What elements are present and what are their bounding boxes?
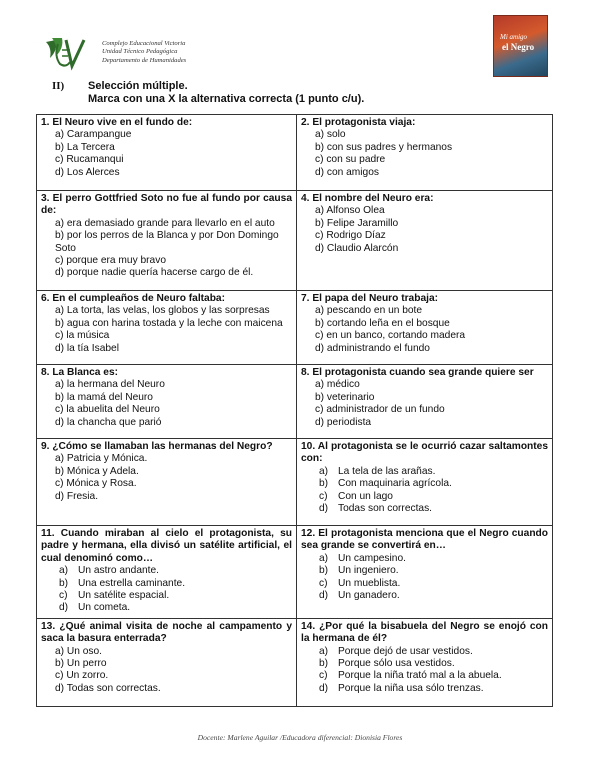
option-letter: a) (319, 552, 329, 564)
school-line: Complejo Educacional Victoria (102, 40, 186, 47)
option-letter: c) (319, 490, 328, 502)
school-logo-icon (44, 36, 88, 72)
option[interactable]: c) en un banco, cortando madera (315, 330, 466, 342)
question-text: 7. El papa del Neuro trabaja: (301, 293, 439, 304)
option-text: Todas son correctas. (338, 503, 432, 515)
question-cell (37, 191, 297, 291)
option[interactable] (315, 478, 548, 490)
question-text: 3. El perro Gottfried Soto no fue al fundo por causa de: (41, 193, 292, 217)
option[interactable]: b) por los perros de la Blanca y por Don Domingo Soto (55, 230, 279, 254)
option[interactable]: c) Rucamanqui (55, 154, 124, 166)
option[interactable]: b) veterinario (315, 391, 375, 403)
options-list (41, 218, 292, 280)
option[interactable] (315, 553, 548, 565)
option[interactable]: d) porque nadie quería hacerse cargo de él. (55, 267, 254, 279)
option-text: Con maquinaria agrícola. (338, 478, 452, 490)
table-row (37, 115, 553, 191)
option-text: Un ganadero. (338, 590, 400, 602)
option-text: Porque sólo usa vestidos. (338, 658, 455, 670)
option[interactable]: a) Patricia y Mónica. (55, 453, 148, 465)
section-title: Selección múltiple. (88, 80, 188, 92)
option-letter: b) (319, 478, 329, 490)
option-text: Un ingeniero. (338, 565, 399, 577)
question-text: 8. El protagonista cuando sea grande quiere ser (301, 367, 534, 378)
question-cell (297, 291, 553, 365)
options-list (301, 205, 548, 255)
page-header (44, 33, 564, 86)
option[interactable] (315, 578, 548, 590)
option[interactable]: d) Fresia. (55, 490, 99, 502)
table-row (37, 291, 553, 365)
option[interactable]: a) pescando en un bote (315, 305, 423, 317)
question-cell (37, 526, 297, 619)
questions-table (36, 114, 553, 707)
options-list (41, 379, 292, 429)
option-text: Porque dejó de usar vestidos. (338, 645, 473, 657)
table-row (37, 526, 553, 619)
table-row (37, 618, 553, 706)
option[interactable] (315, 646, 548, 658)
footer-credits: Docente: Marlene Aguilar /Educadora diferencial: Dionisia Flores (197, 733, 403, 742)
option[interactable]: a) Carampangue (55, 129, 132, 141)
options-list (301, 379, 548, 429)
section-number: II) (52, 80, 65, 92)
option[interactable]: c) la música (55, 330, 110, 342)
option[interactable] (55, 578, 292, 590)
options-list (41, 565, 292, 615)
option-letter: d) (59, 602, 69, 614)
option[interactable]: a) médico (315, 379, 360, 391)
table-row (37, 439, 553, 526)
option-text: Un astro andante. (78, 565, 159, 577)
options-list (301, 553, 548, 603)
option[interactable]: d) Todas son correctas. (55, 682, 161, 694)
question-cell (297, 526, 553, 619)
question-text: 13. ¿Qué animal visita de noche al campamento y saca la basura enterrada? (41, 620, 292, 645)
school-name (102, 40, 186, 65)
question-text: 12. El protagonista menciona que el Negro cuando sea grande se convertirá en… (301, 528, 548, 552)
option-letter: a) (319, 645, 329, 657)
question-text: 8. La Blanca es: (41, 367, 119, 378)
book-cover-image (493, 15, 548, 77)
question-cell (37, 115, 297, 191)
option-text: Un cometa. (78, 602, 131, 614)
question-text: 2. El protagonista viaja: (301, 117, 416, 128)
option[interactable]: b) cortando leña en el bosque (315, 317, 450, 329)
option[interactable]: c) administrador de un fundo (315, 404, 445, 416)
option-text: La tela de las arañas. (338, 465, 436, 477)
option[interactable]: d) con amigos (315, 166, 379, 178)
option[interactable] (315, 590, 548, 602)
option[interactable]: a) era demasiado grande para llevarlo en el auto (55, 217, 275, 229)
options-list (41, 646, 292, 696)
option[interactable]: b) la mamá del Neuro (55, 391, 153, 403)
option-text: Un mueblista. (338, 577, 401, 589)
option[interactable]: c) con su padre (315, 154, 386, 166)
question-text: 14. ¿Por qué la bisabuela del Negro se enojó con la hermana de él? (301, 620, 548, 645)
question-cell (297, 618, 553, 706)
options-list (301, 466, 548, 516)
option[interactable] (315, 683, 548, 695)
option[interactable]: a) Un oso. (55, 645, 102, 657)
option[interactable] (315, 503, 548, 515)
options-list (301, 305, 548, 355)
options-list (301, 129, 548, 179)
option-letter: b) (319, 565, 329, 577)
option-letter: d) (319, 503, 329, 515)
question-cell (297, 365, 553, 439)
option[interactable]: d) administrando el fundo (315, 342, 430, 354)
option-text: Porque la niña trató mal a la abuela. (338, 670, 502, 682)
option[interactable]: b) Un perro (55, 658, 107, 670)
option[interactable] (55, 565, 292, 577)
option[interactable]: b) con sus padres y hermanos (315, 141, 453, 153)
option-letter: d) (319, 682, 329, 694)
option[interactable] (315, 670, 548, 682)
option[interactable]: c) Mónica y Rosa. (55, 478, 137, 490)
table-row (37, 191, 553, 291)
option[interactable]: a) la hermana del Neuro (55, 379, 165, 391)
option[interactable]: d) Los Alerces (55, 166, 120, 178)
option[interactable]: d) la tía Isabel (55, 342, 119, 354)
question-cell (37, 291, 297, 365)
option-letter: c) (59, 590, 68, 602)
question-text: 11. Cuando miraban al cielo el protagonista, su padre y hermana, ella divisó un satélite artificial, el cual denominó como… (41, 528, 292, 564)
option-letter: b) (319, 658, 329, 670)
question-text: 9. ¿Cómo se llamaban las hermanas del Negro? (41, 441, 273, 452)
option-letter: a) (319, 465, 329, 477)
option[interactable]: c) porque era muy bravo (55, 255, 166, 267)
question-cell (37, 365, 297, 439)
question-cell (37, 439, 297, 526)
option[interactable]: c) Rodrigo Díaz (315, 230, 386, 242)
option-text: Una estrella caminante. (78, 577, 186, 589)
option[interactable]: a) Alfonso Olea (315, 205, 385, 217)
option[interactable]: b) La Tercera (55, 141, 115, 153)
section-instruction: Marca con una X la alternativa correcta (1 punto c/u). (88, 93, 365, 105)
option[interactable]: a) La torta, las velas, los globos y las sorpresas (55, 305, 270, 317)
option[interactable]: b) agua con harina tostada y la leche con maicena (55, 317, 283, 329)
options-list (41, 453, 292, 503)
option[interactable]: b) Felipe Jaramillo (315, 217, 399, 229)
option-text: Un campesino. (338, 552, 406, 564)
option[interactable] (315, 565, 548, 577)
question-cell (297, 115, 553, 191)
school-line: Unidad Técnico Pedagógica (102, 48, 178, 56)
option[interactable]: c) Un zorro. (55, 670, 109, 682)
table-row (37, 365, 553, 439)
question-text: 1. El Neuro vive en el fundo de: (41, 117, 193, 128)
option-letter: c) (319, 577, 328, 589)
option[interactable] (55, 602, 292, 614)
options-list (41, 305, 292, 355)
option[interactable] (315, 658, 548, 670)
option[interactable]: d) la chancha que parió (55, 416, 162, 428)
book-cover-title-top: Mi amigo (500, 33, 528, 41)
question-text: 6. En el cumpleaños de Neuro faltaba: (41, 293, 225, 304)
option[interactable]: d) periodista (315, 416, 372, 428)
question-cell (37, 618, 297, 706)
option[interactable]: d) Claudio Alarcón (315, 242, 399, 254)
option-letter: d) (319, 590, 329, 602)
option-letter: a) (59, 565, 69, 577)
book-cover-title-main: el Negro (502, 42, 535, 52)
option-letter: c) (319, 670, 328, 682)
option[interactable]: a) solo (315, 129, 346, 141)
question-cell (297, 191, 553, 291)
option-text: Con un lago (338, 490, 393, 502)
option-text: Un satélite espacial. (78, 590, 170, 602)
question-text: 10. Al protagonista se le ocurrió cazar saltamontes con: (301, 441, 548, 465)
option[interactable]: c) la abuelita del Neuro (55, 404, 160, 416)
question-cell (297, 439, 553, 526)
option-text: Porque la niña usa sólo trenzas. (338, 682, 484, 694)
options-list (301, 646, 548, 696)
options-list (41, 129, 292, 179)
option[interactable] (315, 466, 548, 478)
question-text: 4. El nombre del Neuro era: (301, 193, 434, 204)
option[interactable]: b) Mónica y Adela. (55, 465, 139, 477)
school-line: Departamento de Humanidades (102, 56, 187, 64)
option-letter: b) (59, 577, 69, 589)
option[interactable] (315, 491, 548, 503)
section-heading (52, 80, 364, 106)
option[interactable] (55, 590, 292, 602)
